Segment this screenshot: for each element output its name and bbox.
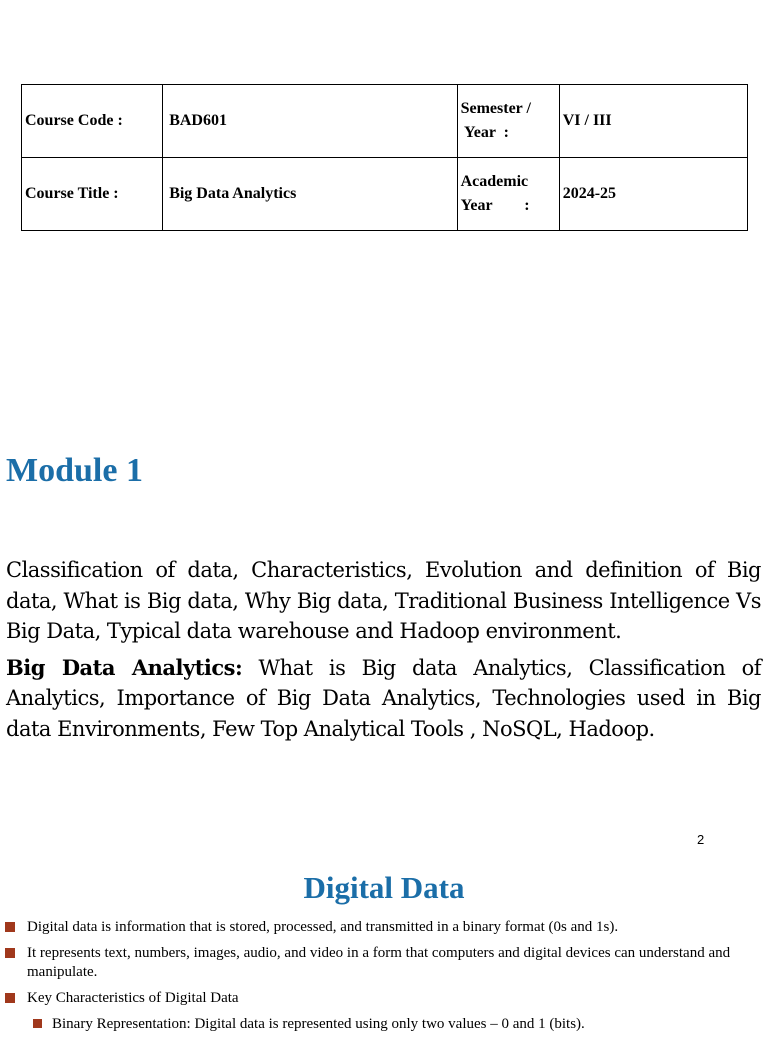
academic-label-line2: Year :	[460, 197, 530, 214]
module-title: Module 1	[6, 452, 143, 489]
semester-label-line1: Semester /	[460, 100, 531, 117]
academic-year-label	[457, 158, 559, 231]
course-title-row	[22, 158, 748, 231]
page-number: 2	[697, 832, 705, 847]
semester-label	[457, 85, 559, 158]
square-bullet-icon	[5, 948, 15, 958]
course-code-row	[22, 85, 748, 158]
digital-data-bullets	[0, 918, 768, 1041]
bullet-text: It represents text, numbers, images, audio, and video in a form that computers and digital devices can understand and manipulate.	[27, 945, 731, 980]
course-title-label: Course Title :	[22, 158, 163, 231]
bullet-text: Digital data is information that is stored, processed, and transmitted in a binary format (0s and 1s).	[27, 919, 619, 935]
module-syllabus	[6, 555, 761, 750]
syllabus-paragraph-2-text: What is Big data Analytics, Classification of Analytics, Importance of Big Data Analytics, Technologies used in Big data Environments, Few Top Analytical Tools , NoSQL, Hadoop.	[6, 655, 761, 741]
course-title-value: Big Data Analytics	[163, 158, 457, 231]
course-code-value: BAD601	[163, 85, 457, 158]
semester-value: VI / III	[559, 85, 747, 158]
digital-data-title: Digital Data	[303, 870, 465, 905]
syllabus-bold-heading: Big Data Analytics:	[6, 654, 243, 680]
syllabus-paragraph-1: Classification of data, Characteristics, Evolution and definition of Big data, What is Big data, Why Big data, Traditional Business Intelligence Vs Big Data, Typical data warehouse and Hadoop environment.	[6, 558, 761, 643]
list-item	[0, 918, 768, 937]
list-item	[0, 944, 768, 982]
academic-label-line1: Academic	[460, 173, 529, 190]
square-bullet-icon	[5, 922, 15, 932]
bullet-text: Binary Representation: Digital data is represented using only two values – 0 and 1 (bits).	[52, 1016, 585, 1032]
semester-label-line2: Year :	[460, 124, 510, 141]
course-info-table	[21, 84, 748, 231]
list-item	[0, 1015, 768, 1034]
square-bullet-icon	[5, 993, 15, 1003]
list-item	[0, 989, 768, 1008]
syllabus-paragraph-2	[6, 653, 761, 745]
academic-year-value: 2024-25	[559, 158, 747, 231]
bullet-text: Key Characteristics of Digital Data	[27, 990, 239, 1006]
course-code-label: Course Code :	[22, 85, 163, 158]
